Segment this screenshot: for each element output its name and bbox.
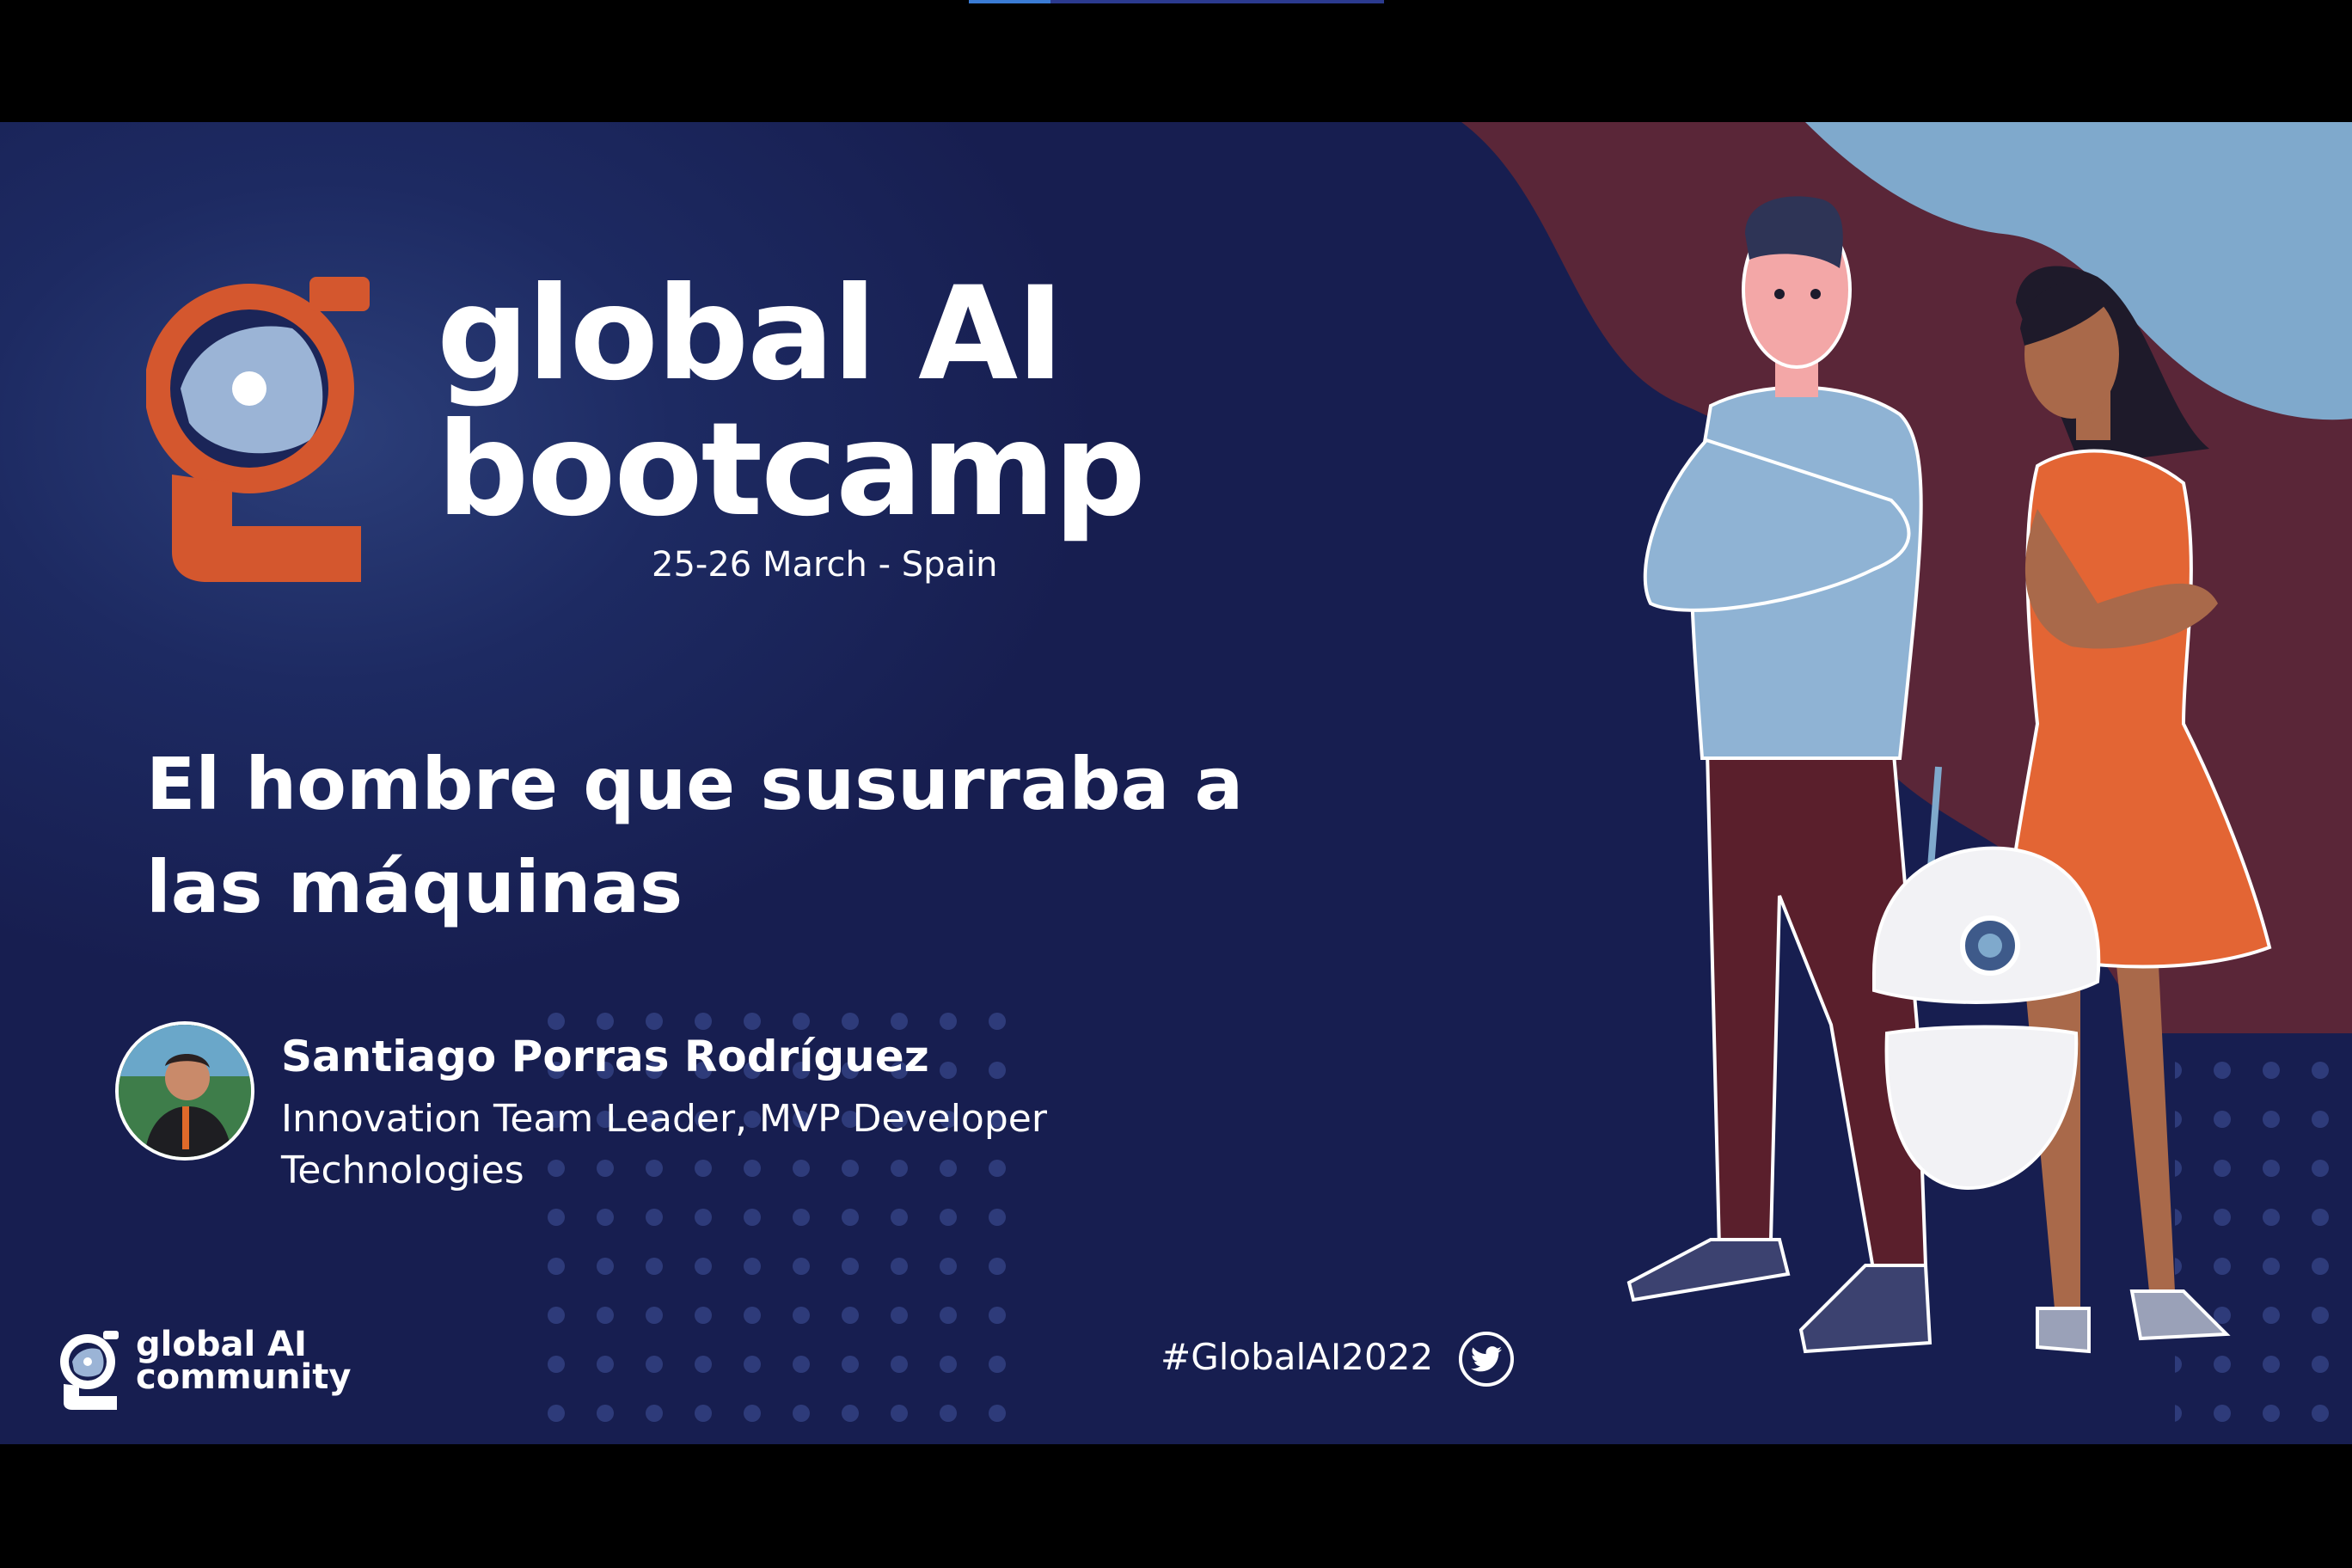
- twitter-icon: [1471, 1345, 1502, 1373]
- talk-title-line-2: las máquinas: [146, 845, 683, 929]
- talk-title: [146, 732, 1350, 939]
- speaker-name: Santiago Porras Rodríguez: [281, 1032, 929, 1081]
- top-tab-indicator: [969, 0, 1050, 3]
- presentation-slide: [0, 122, 2352, 1444]
- brand-line-2: bootcamp: [437, 395, 1144, 545]
- global-ai-community-logo-icon: [57, 1327, 126, 1410]
- global-ai-logo-icon: [146, 268, 395, 586]
- speaker-role-line-1: Innovation Team Leader, MVP Developer: [281, 1097, 1047, 1141]
- event-hashtag: #GlobalAI2022: [1161, 1336, 1434, 1378]
- brand-line-1: global AI: [437, 260, 1063, 409]
- speaker-role-line-2: Technologies: [281, 1148, 524, 1192]
- speaker-role: [281, 1093, 1227, 1197]
- talk-title-line-1: El hombre que susurraba a: [146, 742, 1244, 826]
- community-line-2: community: [136, 1357, 352, 1397]
- event-date: 25-26 March - Spain: [652, 545, 998, 585]
- community-name: [136, 1325, 352, 1397]
- dot-grid-right: [2175, 1008, 2352, 1444]
- event-brand-title: [437, 260, 1144, 545]
- twitter-link[interactable]: [1459, 1332, 1514, 1387]
- speaker-photo-icon: [119, 1025, 251, 1157]
- speaker-avatar: [115, 1021, 254, 1161]
- community-line-1: global AI: [136, 1325, 307, 1364]
